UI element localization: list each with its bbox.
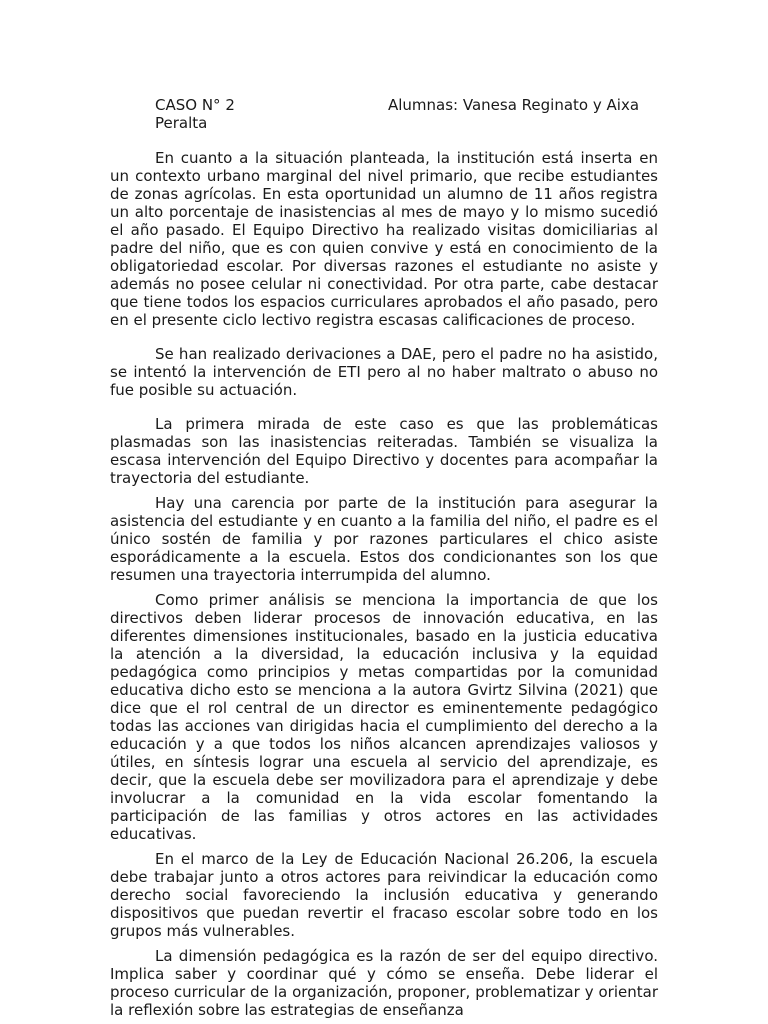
case-number: CASO N° 2 [155,96,235,114]
paragraph-pedagogical-dimension: La dimensión pedagógica es la razón de ser del equipo directivo. Implica saber y coordinar qué y cómo se enseña. Debe liderar el proceso curricular de la organización, proponer, problematizar y orientar la reflexión sobre las estrategias de enseñanza [110,947,658,1019]
paragraph-first-analysis: Como primer análisis se menciona la importancia de que los directivos deben liderar procesos de innovación educativa, en las diferentes dimensiones institucionales, basado en la justicia educativa la atención a la diversidad, la educación inclusiva y la equidad pedagógica como principios y metas compartidas por la comunidad educativa dicho esto se menciona a la autora Gvirtz Silvina (2021) que dice que el rol central de un director es eminentemente pedagógico todas las acciones van dirigidas hacia el cumplimiento del derecho a la educación y a que todos los niños alcancen aprendizajes valiosos y útiles, en síntesis lograr una escuela al servicio del aprendizaje, es decir, que la escuela debe ser movilizadora para el aprendizaje y debe involucrar a la comunidad en la vida escolar fomentando la participación de las familias y otros actores en las actividades educativas. [110,591,658,843]
paragraph-institution-lack: Hay una carencia por parte de la institución para asegurar la asistencia del estudiante y en cuanto a la familia del niño, el padre es el único sostén de familia y por razones particulares el chico asiste esporádicamente a la escuela. Estos dos condicionantes son los que resumen una trayectoria interrumpida del alumno. [110,494,658,584]
document-page [110,96,658,1019]
paragraph-situation: En cuanto a la situación planteada, la institución está inserta en un contexto urbano marginal del nivel primario, que recibe estudiantes de zonas agrícolas. En esta oportunidad un alumno de 11 años registra un alto porcentaje de inasistencias al mes de mayo y lo mismo sucedió el año pasado. El Equipo Directivo ha realizado visitas domiciliarias al padre del niño, que es con quien convive y está en conocimiento de la obligatoriedad escolar. Por diversas razones el estudiante no asiste y además no posee celular ni conectividad. Por otra parte, cabe destacar que tiene todos los espacios curriculares aprobados el año pasado, pero en el presente ciclo lectivo registra escasas calificaciones de proceso. [110,149,658,329]
students-names-continued: Peralta [155,114,208,132]
students-names: Alumnas: Vanesa Reginato y Aixa [388,96,640,114]
paragraph-national-law: En el marco de la Ley de Educación Nacional 26.206, la escuela debe trabajar junto a otros actores para reivindicar la educación como derecho social favoreciendo la inclusión educativa y generando dispositivos que puedan revertir el fracaso escolar sobre todo en los grupos más vulnerables. [110,850,658,940]
paragraph-derivations: Se han realizado derivaciones a DAE, pero el padre no ha asistido, se intentó la intervención de ETI pero al no haber maltrato o abuso no fue posible su actuación. [110,345,658,399]
paragraph-first-look: La primera mirada de este caso es que las problemáticas plasmadas son las inasistencias reiteradas. También se visualiza la escasa intervención del Equipo Directivo y docentes para acompañar la trayectoria del estudiante. [110,415,658,487]
document-header [110,96,658,114]
